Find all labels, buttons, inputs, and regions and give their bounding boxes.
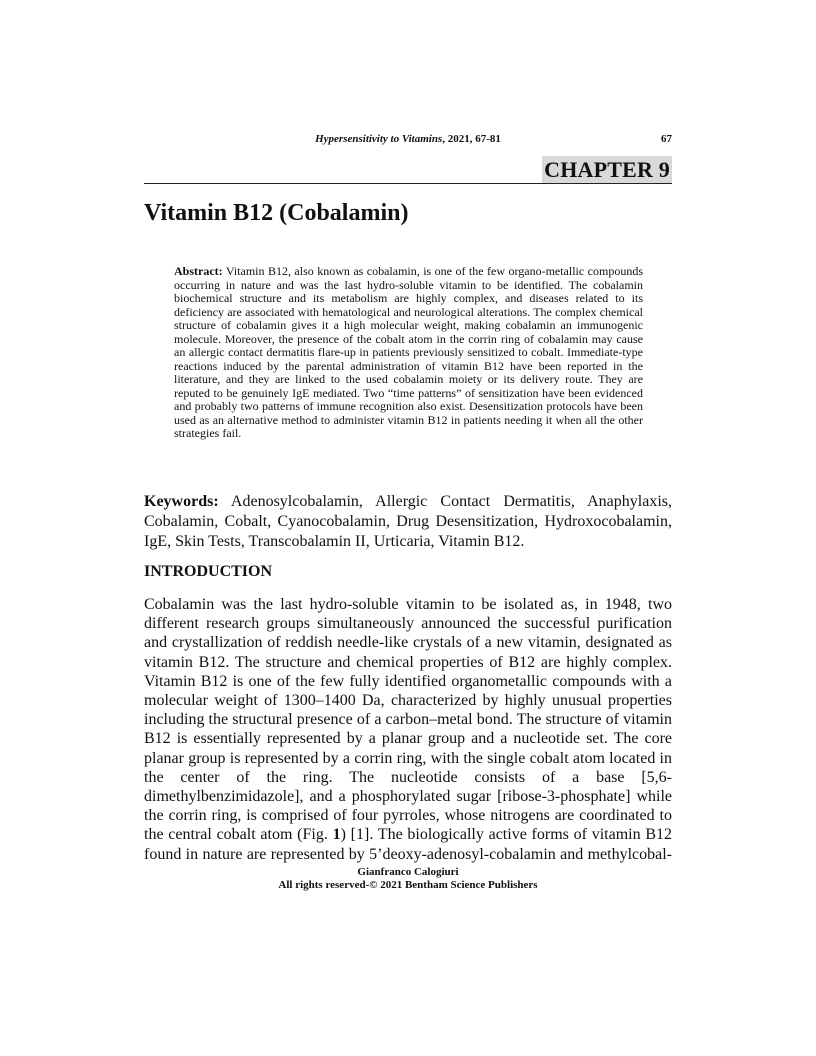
abstract-label: Abstract: (174, 264, 223, 278)
copyright-notice: All rights reserved-© 2021 Bentham Science Publishers (278, 879, 538, 891)
citation-details: , 2021, 67-81 (442, 133, 501, 145)
page-number: 67 (661, 133, 672, 145)
author-name: Gianfranco Calogiuri (357, 866, 459, 878)
abstract (174, 265, 643, 441)
paragraph-text-part-1: Cobalamin was the last hydro-soluble vitamin to be isolated as, in 1948, two different research groups simultaneously announced the successful purification and crystallization of reddish needle-like crystals of a new vitamin, designated as vitamin B12. The structure and chemical properties of B12 are highly complex. Vitamin B12 is one of the few fully identified organometallic compounds with a molecular weight of 1300–1400 Da, characterized by highly unusual properties including the structural presence of a carbon–metal bond. The structure of vitamin B12 is essentially represented by a planar group and a nucleotide set. The core planar group is represented by a corrin ring, with the single cobalt atom located in the center of the ring. The nucleotide consists of a base [5,6-dimethylbenzimidazole], and a phosphorylated sugar [ribose-3-phosphate] while the corrin ring, is comprised of four pyrroles, whose nitrogens are coordinated to the central cobalt atom (Fig. (144, 596, 672, 844)
paragraph-text-part-2: ) [1]. The biologically active forms of vitamin B12 found in nature are represented by 5’deoxy-adenosyl-cobalamin and methylcobal- (144, 826, 673, 863)
journal-citation (144, 133, 672, 145)
book-title: Hypersensitivity to Vitamins (315, 133, 443, 145)
chapter-title: Vitamin B12 (Cobalamin) (144, 200, 409, 226)
keywords (144, 492, 672, 551)
section-heading-introduction: INTRODUCTION (144, 563, 273, 580)
chapter-label: CHAPTER 9 (544, 157, 670, 182)
introduction-paragraph (144, 595, 672, 864)
chapter-divider (144, 183, 672, 184)
abstract-text: Vitamin B12, also known as cobalamin, is one of the few organo-metallic compounds occurring in nature and was the last hydro-soluble vitamin to be identified. The cobalamin biochemical structure and its metabolism are highly complex, and diseases related to its deficiency are associated with hematological and neurological alterations. The complex chemical structure of cobalamin gives it a high molecular weight, making cobalamin an immunogenic molecule. Moreover, the presence of the cobalt atom in the corrin ring of cobalamin may cause an allergic contact dermatitis flare-up in patients previously sensitized to cobalt. Immediate-type reactions induced by the parental administration of vitamin B12 have been reported in the literature, and they are linked to the used cobalamin moiety or its delivery route. They are reputed to be genuinely IgE mediated. Two “time patterns” of sensitization have been evidenced and probably two patterns of immune recognition also exist. Desensitization protocols have been used as an alternative method to administer vitamin B12 in patients needing it when all the other strategies fail. (174, 264, 643, 440)
page-footer (144, 866, 672, 892)
keywords-label: Keywords: (144, 493, 219, 510)
figure-reference[interactable]: 1 (332, 826, 341, 844)
running-header (144, 133, 672, 149)
keywords-text: Adenosylcobalamin, Allergic Contact Dermatitis, Anaphylaxis, Cobalamin, Cobalt, Cyanocobalamin, Drug Desensitization, Hydroxocobalamin, IgE, Skin Tests, Transcobalamin II, Urticaria, Vitamin B12. (144, 493, 672, 550)
